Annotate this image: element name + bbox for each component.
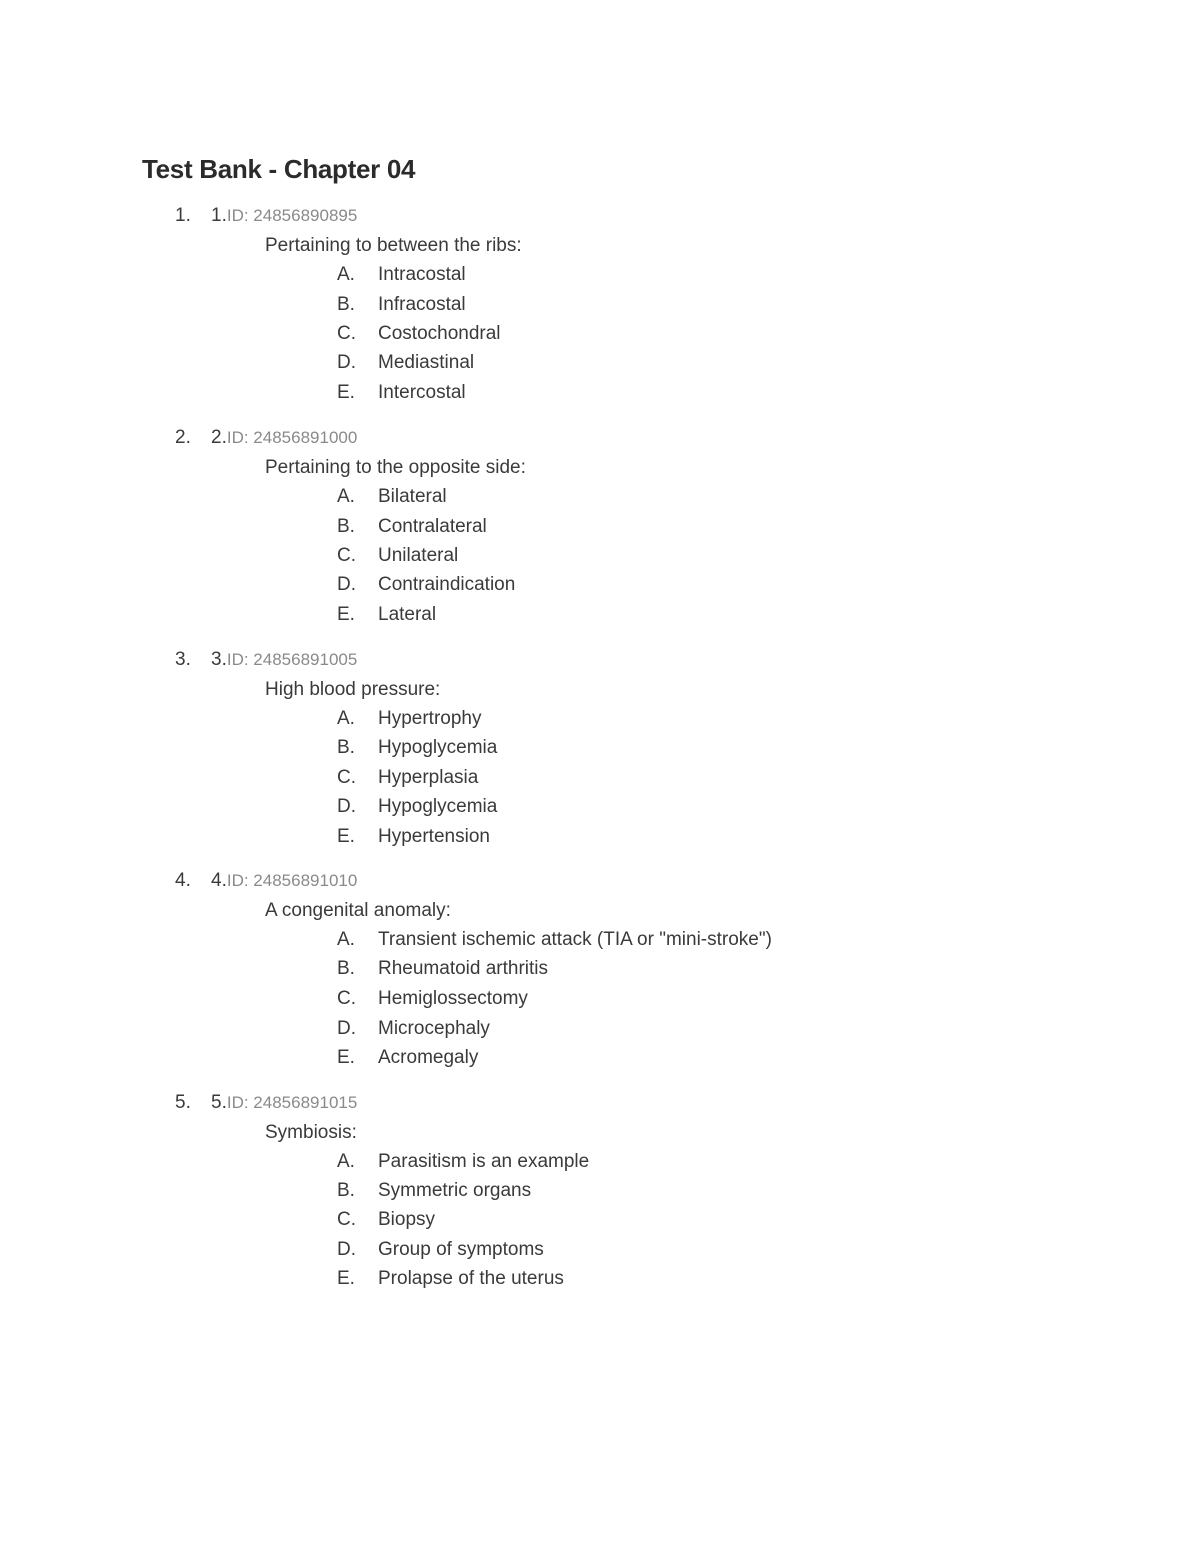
option-text: Unilateral	[378, 545, 459, 566]
option-c	[0, 767, 1200, 795]
option-letter: B.	[337, 1180, 355, 1201]
option-text: Parasitism is an example	[378, 1151, 590, 1172]
question-id	[211, 870, 357, 892]
question-stem: Symbiosis:	[265, 1122, 357, 1143]
option-b	[0, 1180, 1200, 1208]
option-letter: B.	[337, 294, 355, 315]
option-text: Hypertrophy	[378, 708, 482, 729]
option-text: Intercostal	[378, 382, 466, 403]
option-text: Contralateral	[378, 516, 487, 537]
option-letter: C.	[337, 988, 356, 1009]
option-text: Rheumatoid arthritis	[378, 958, 549, 979]
option-c	[0, 323, 1200, 351]
question-stem: High blood pressure:	[265, 679, 441, 700]
question-id	[211, 205, 357, 227]
option-letter: A.	[337, 1151, 355, 1172]
option-letter: A.	[337, 708, 355, 729]
option-letter: D.	[337, 1239, 356, 1260]
question-inline-number: 3.	[211, 649, 227, 670]
option-text: Bilateral	[378, 486, 447, 507]
option-letter: A.	[337, 264, 355, 285]
option-a	[0, 708, 1200, 736]
question-inline-number: 1.	[211, 205, 227, 226]
option-letter: E.	[337, 604, 355, 625]
option-text: Infracostal	[378, 294, 466, 315]
option-text: Biopsy	[378, 1209, 436, 1230]
option-c	[0, 988, 1200, 1016]
option-text: Hypoglycemia	[378, 737, 498, 758]
option-a	[0, 929, 1200, 957]
option-letter: D.	[337, 796, 356, 817]
option-b	[0, 958, 1200, 986]
option-letter: B.	[337, 958, 355, 979]
option-letter: E.	[337, 382, 355, 403]
question-inline-number: 5.	[211, 1092, 227, 1113]
option-b	[0, 294, 1200, 322]
option-text: Hemiglossectomy	[378, 988, 528, 1009]
option-d	[0, 574, 1200, 602]
option-text: Hypertension	[378, 826, 490, 847]
question-number: 2.	[175, 427, 191, 448]
page-title: Test Bank - Chapter 04	[142, 154, 416, 184]
option-letter: D.	[337, 1018, 356, 1039]
option-text: Lateral	[378, 604, 437, 625]
option-text: Acromegaly	[378, 1047, 479, 1068]
option-letter: E.	[337, 1268, 355, 1289]
option-e	[0, 1268, 1200, 1296]
question-number: 3.	[175, 649, 191, 670]
question-number: 5.	[175, 1092, 191, 1113]
option-text: Microcephaly	[378, 1018, 490, 1039]
option-d	[0, 352, 1200, 380]
option-text: Costochondral	[378, 323, 501, 344]
option-e	[0, 1047, 1200, 1075]
option-letter: E.	[337, 826, 355, 847]
option-a	[0, 486, 1200, 514]
option-a	[0, 264, 1200, 292]
question-number: 4.	[175, 870, 191, 891]
option-letter: D.	[337, 574, 356, 595]
option-a	[0, 1151, 1200, 1179]
option-e	[0, 826, 1200, 854]
option-text: Intracostal	[378, 264, 466, 285]
option-text: Transient ischemic attack (TIA or "mini-stroke")	[378, 929, 772, 950]
option-letter: C.	[337, 1209, 356, 1230]
question-inline-number: 4.	[211, 870, 227, 891]
option-text: Symmetric organs	[378, 1180, 532, 1201]
option-e	[0, 604, 1200, 632]
option-letter: A.	[337, 486, 355, 507]
option-letter: C.	[337, 767, 356, 788]
option-letter: B.	[337, 516, 355, 537]
question-id-text: ID: 24856891015	[226, 1093, 358, 1112]
question-stem: Pertaining to between the ribs:	[265, 235, 522, 256]
option-letter: E.	[337, 1047, 355, 1068]
option-text: Prolapse of the uterus	[378, 1268, 564, 1289]
option-text: Hyperplasia	[378, 767, 479, 788]
option-b	[0, 516, 1200, 544]
question-number: 1.	[175, 205, 191, 226]
option-text: Mediastinal	[378, 352, 475, 373]
option-letter: C.	[337, 545, 356, 566]
option-c	[0, 545, 1200, 573]
question-id	[211, 649, 357, 671]
question-id	[211, 427, 357, 449]
option-letter: D.	[337, 352, 356, 373]
option-d	[0, 1239, 1200, 1267]
option-text: Hypoglycemia	[378, 796, 498, 817]
question-id-text: ID: 24856891010	[226, 871, 358, 890]
question-stem: Pertaining to the opposite side:	[265, 457, 526, 478]
question-inline-number: 2.	[211, 427, 227, 448]
question-id	[211, 1092, 357, 1114]
option-letter: C.	[337, 323, 356, 344]
question-id-text: ID: 24856891000	[226, 428, 358, 447]
option-e	[0, 382, 1200, 410]
option-d	[0, 1018, 1200, 1046]
option-letter: B.	[337, 737, 355, 758]
question-id-text: ID: 24856890895	[226, 206, 358, 225]
option-b	[0, 737, 1200, 765]
question-id-text: ID: 24856891005	[226, 650, 358, 669]
option-text: Group of symptoms	[378, 1239, 544, 1260]
option-letter: A.	[337, 929, 355, 950]
question-stem: A congenital anomaly:	[265, 900, 451, 921]
option-c	[0, 1209, 1200, 1237]
option-text: Contraindication	[378, 574, 516, 595]
option-d	[0, 796, 1200, 824]
